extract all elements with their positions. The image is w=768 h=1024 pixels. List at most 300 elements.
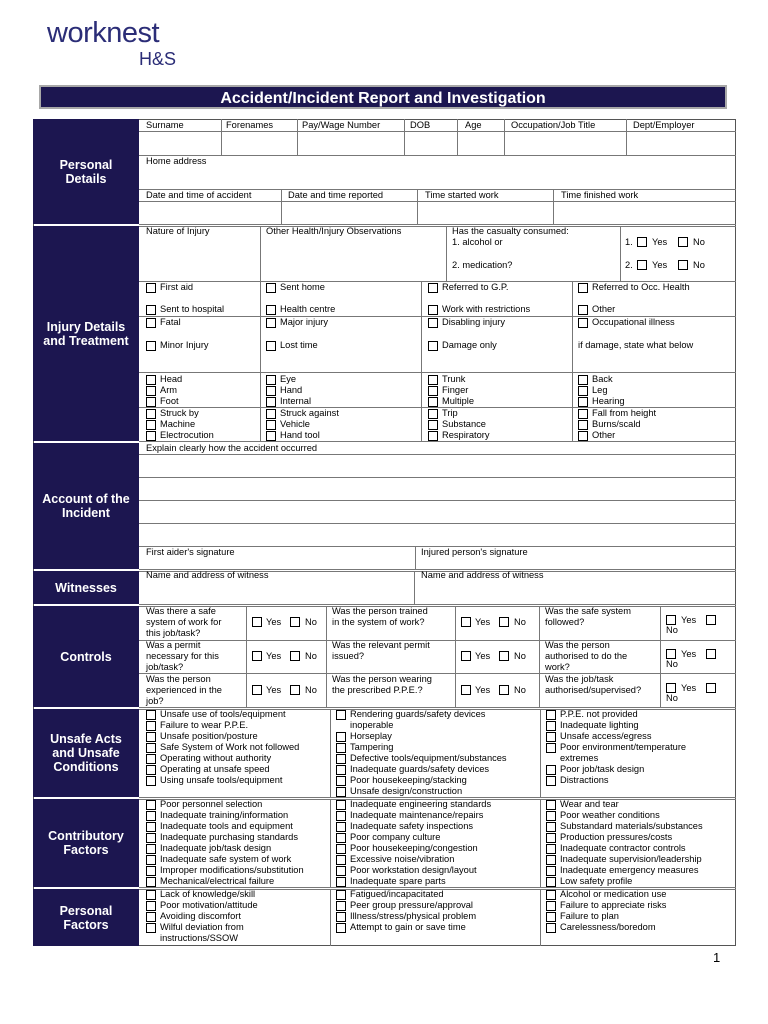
personal-field-label: Forenames — [226, 120, 274, 130]
no-label: No — [666, 659, 678, 669]
form-line — [330, 799, 331, 887]
no-label: No — [305, 617, 317, 627]
checkbox[interactable] — [546, 923, 556, 933]
personal-factor-option: Fatigued/incapacitated — [350, 889, 444, 899]
no-label: No — [305, 651, 317, 661]
contributory-option: Inadequate emergency measures — [560, 865, 699, 875]
form-line — [620, 226, 621, 281]
personal-factor-option: Wilful deviation from — [160, 922, 244, 932]
checkbox[interactable] — [146, 866, 156, 876]
checkbox[interactable] — [499, 617, 509, 627]
logo — [47, 17, 177, 69]
section-label: Controls — [60, 649, 112, 664]
checkbox[interactable] — [678, 260, 688, 270]
no-label: No — [514, 617, 526, 627]
checkbox[interactable] — [252, 617, 262, 627]
control-question: authorised/supervised? — [545, 685, 642, 695]
severity-option: Damage only — [442, 340, 497, 350]
form-line — [626, 119, 627, 155]
personal-field-label: Occupation/Job Title — [511, 120, 596, 130]
personal-factor-option: Carelessness/boredom — [560, 922, 656, 932]
form-line — [139, 500, 736, 501]
checkbox[interactable] — [146, 833, 156, 843]
cause-option: Struck against — [280, 408, 339, 418]
no-label: No — [666, 693, 678, 703]
body-part-option: Leg — [592, 385, 608, 395]
contributory-option: Excessive noise/vibration — [350, 854, 455, 864]
unsafe-condition-option: extremes — [560, 753, 599, 763]
section-label: Account of the Incident — [42, 492, 130, 520]
checkbox[interactable] — [146, 901, 156, 911]
no-label: No — [514, 651, 526, 661]
no-label: No — [514, 685, 526, 695]
checkbox[interactable] — [252, 685, 262, 695]
checkbox[interactable] — [290, 617, 300, 627]
severity-option: Disabling injury — [442, 317, 506, 327]
checkbox[interactable] — [146, 855, 156, 865]
alcohol-label: 1. alcohol or — [452, 237, 503, 247]
medication-label: 2. medication? — [452, 260, 513, 270]
checkbox[interactable] — [336, 833, 346, 843]
damage-note: if damage, state what below — [578, 340, 694, 350]
checkbox[interactable] — [146, 765, 156, 775]
form-line — [139, 523, 736, 524]
section-unsafe — [33, 709, 139, 797]
yes-label: Yes — [681, 683, 697, 693]
checkbox[interactable] — [266, 375, 276, 385]
checkbox[interactable] — [266, 397, 276, 407]
control-question: the prescribed P.P.E.? — [332, 685, 423, 695]
section-label: Unsafe Acts and Unsafe Conditions — [50, 732, 122, 774]
body-part-option: Multiple — [442, 396, 475, 406]
control-question: in the system of work? — [332, 617, 425, 627]
body-part-option: Back — [592, 374, 613, 384]
contributory-option: Inadequate supervision/leadership — [560, 854, 702, 864]
form-line — [139, 797, 736, 798]
yes-label: Yes — [475, 651, 491, 661]
cause-option: Substance — [442, 419, 486, 429]
checkbox[interactable] — [266, 318, 276, 328]
no-label: No — [693, 237, 705, 247]
control-question: Was a permit — [146, 640, 201, 650]
checkbox[interactable] — [290, 651, 300, 661]
checkbox[interactable] — [428, 341, 438, 351]
control-question: this job/task? — [146, 628, 201, 638]
checkbox[interactable] — [146, 923, 156, 933]
checkbox[interactable] — [336, 912, 346, 922]
unsafe-condition-option: Poor environment/temperature — [560, 742, 687, 752]
personal-field-label: Dept/Employer — [633, 120, 695, 130]
checkbox[interactable] — [428, 409, 438, 419]
control-question: Was the job/task — [545, 674, 614, 684]
unsafe-condition-option: Inadequate lighting — [560, 720, 639, 730]
personal-factor-option: instructions/SSOW — [160, 933, 239, 943]
checkbox[interactable] — [336, 787, 346, 797]
checkbox[interactable] — [336, 710, 346, 720]
form-line — [139, 640, 736, 641]
checkbox[interactable] — [336, 877, 346, 887]
checkbox[interactable] — [546, 765, 556, 775]
checkbox[interactable] — [336, 811, 346, 821]
contributory-option: Low safety profile — [560, 876, 633, 886]
checkbox[interactable] — [266, 420, 276, 430]
checkbox[interactable] — [336, 822, 346, 832]
section-label: Personal Factors — [59, 903, 113, 932]
time-field-label: Time started work — [425, 190, 499, 200]
cause-option: Trip — [442, 408, 458, 418]
checkbox[interactable] — [146, 912, 156, 922]
unsafe-act-option: Operating without authority — [160, 753, 272, 763]
contributory-option: Inadequate purchasing standards — [160, 832, 299, 842]
checkbox[interactable] — [428, 375, 438, 385]
section-personal-details — [33, 119, 139, 224]
form-line — [421, 281, 422, 441]
checkbox[interactable] — [546, 844, 556, 854]
checkbox[interactable] — [428, 420, 438, 430]
checkbox[interactable] — [146, 877, 156, 887]
unsafe-condition-option: Horseplay — [350, 731, 392, 741]
casualty-question: Has the casualty consumed: — [452, 226, 569, 236]
cause-option: Other — [592, 430, 616, 440]
form-line — [260, 226, 261, 281]
checkbox[interactable] — [666, 615, 676, 625]
contributory-option: Inadequate contractor controls — [560, 843, 686, 853]
control-question: authorised to do the — [545, 651, 628, 661]
control-question: work? — [545, 662, 570, 672]
checkbox[interactable] — [578, 431, 588, 441]
checkbox[interactable] — [546, 811, 556, 821]
personal-factor-option: Lack of knowledge/skill — [160, 889, 256, 899]
checkbox[interactable] — [266, 431, 276, 441]
checkbox[interactable] — [546, 710, 556, 720]
section-injury-details — [33, 226, 139, 441]
checkbox[interactable] — [666, 683, 676, 693]
unsafe-act-option: Unsafe position/posture — [160, 731, 258, 741]
personal-factor-option: Attempt to gain or save time — [350, 922, 466, 932]
checkbox[interactable] — [146, 754, 156, 764]
yes-label: Yes — [266, 651, 282, 661]
no-label: No — [693, 260, 705, 270]
severity-option: Minor Injury — [160, 340, 209, 350]
unsafe-condition-option: P.P.E. not provided — [560, 709, 638, 719]
checkbox[interactable] — [637, 237, 647, 247]
unsafe-act-option: Safe System of Work not followed — [160, 742, 300, 752]
treatment-option: Sent to hospital — [160, 304, 225, 314]
checkbox[interactable] — [336, 844, 346, 854]
checkbox[interactable] — [146, 409, 156, 419]
form-line — [139, 131, 736, 132]
checkbox[interactable] — [336, 754, 346, 764]
checkbox[interactable] — [578, 318, 588, 328]
checkbox[interactable] — [146, 776, 156, 786]
checkbox[interactable] — [266, 409, 276, 419]
checkbox[interactable] — [146, 420, 156, 430]
form-line — [139, 606, 736, 607]
checkbox[interactable] — [678, 237, 688, 247]
form-line — [326, 606, 327, 707]
checkbox[interactable] — [666, 649, 676, 659]
nature-of-injury-label: Nature of Injury — [146, 226, 210, 236]
form-line — [553, 189, 554, 224]
checkbox[interactable] — [578, 420, 588, 430]
control-question: job/task? — [146, 662, 184, 672]
form-line — [139, 155, 736, 156]
witness-label: Name and address of witness — [146, 570, 269, 580]
section-witnesses — [33, 571, 139, 604]
form-line — [139, 201, 736, 202]
checkbox[interactable] — [146, 341, 156, 351]
time-field-label: Date and time of accident — [146, 190, 252, 200]
checkbox[interactable] — [461, 685, 471, 695]
unsafe-act-option: Using unsafe tools/equipment — [160, 775, 283, 785]
checkbox[interactable] — [146, 800, 156, 810]
checkbox[interactable] — [146, 318, 156, 328]
section-personal-factors — [33, 889, 139, 946]
checkbox[interactable] — [706, 683, 716, 693]
checkbox[interactable] — [499, 685, 509, 695]
form-line — [572, 281, 573, 441]
section-account — [33, 443, 139, 569]
contributory-option: Inadequate engineering standards — [350, 799, 492, 809]
checkbox[interactable] — [146, 375, 156, 385]
cause-option: Hand tool — [280, 430, 320, 440]
body-part-option: Trunk — [442, 374, 466, 384]
control-question: Was the person — [545, 640, 610, 650]
checkbox[interactable] — [146, 732, 156, 742]
checkbox[interactable] — [578, 386, 588, 396]
checkbox[interactable] — [146, 305, 156, 315]
control-question: Was the person wearing — [332, 674, 432, 684]
checkbox[interactable] — [546, 833, 556, 843]
yes-label: Yes — [681, 649, 697, 659]
checkbox[interactable] — [546, 912, 556, 922]
checkbox[interactable] — [336, 866, 346, 876]
checkbox[interactable] — [336, 901, 346, 911]
checkbox[interactable] — [428, 283, 438, 293]
checkbox[interactable] — [266, 386, 276, 396]
no-label: No — [305, 685, 317, 695]
checkbox[interactable] — [266, 283, 276, 293]
checkbox[interactable] — [336, 923, 346, 933]
checkbox[interactable] — [146, 721, 156, 731]
checkbox[interactable] — [546, 901, 556, 911]
treatment-option: Health centre — [280, 304, 336, 314]
checkbox[interactable] — [336, 800, 346, 810]
checkbox[interactable] — [428, 318, 438, 328]
body-part-option: Arm — [160, 385, 178, 395]
checkbox[interactable] — [336, 743, 346, 753]
form-line — [139, 372, 736, 373]
checkbox[interactable] — [146, 743, 156, 753]
checkbox[interactable] — [578, 397, 588, 407]
checkbox[interactable] — [336, 890, 346, 900]
checkbox[interactable] — [336, 732, 346, 742]
unsafe-condition-option: Unsafe design/construction — [350, 786, 463, 796]
unsafe-act-option: Operating at unsafe speed — [160, 764, 270, 774]
checkbox[interactable] — [546, 776, 556, 786]
yes-label: Yes — [266, 617, 282, 627]
checkbox[interactable] — [546, 866, 556, 876]
cause-option: Vehicle — [280, 419, 310, 429]
form-line — [139, 673, 736, 674]
form-line — [446, 226, 447, 281]
personal-field-label: DOB — [410, 120, 431, 130]
checkbox[interactable] — [336, 776, 346, 786]
checkbox[interactable] — [146, 822, 156, 832]
control-question: job? — [146, 696, 164, 706]
treatment-option: Referred to G.P. — [442, 282, 509, 292]
explain-label: Explain clearly how the accident occurred — [146, 443, 318, 453]
personal-field-label: Surname — [146, 120, 184, 130]
unsafe-condition-option: Unsafe access/egress — [560, 731, 652, 741]
contributory-option: Poor housekeeping/congestion — [350, 843, 478, 853]
personal-field-label: Pay/Wage Number — [302, 120, 381, 130]
checkbox[interactable] — [428, 386, 438, 396]
form-line — [455, 606, 456, 707]
no-label: No — [666, 625, 678, 635]
page-title: Accident/Incident Report and Investigation — [39, 85, 727, 109]
witness-label: Name and address of witness — [421, 570, 544, 580]
checkbox[interactable] — [336, 765, 346, 775]
control-question: Was the person trained — [332, 606, 428, 616]
unsafe-condition-option: Poor housekeeping/stacking — [350, 775, 467, 785]
checkbox[interactable] — [461, 651, 471, 661]
injured-signature-label: Injured person's signature — [421, 547, 528, 557]
yes-label: Yes — [681, 615, 697, 625]
treatment-option: Other — [592, 304, 616, 314]
checkbox[interactable] — [546, 890, 556, 900]
contributory-option: Substandard materials/substances — [560, 821, 703, 831]
form-line — [139, 441, 736, 442]
checkbox[interactable] — [146, 811, 156, 821]
cause-option: Respiratory — [442, 430, 490, 440]
logo-brand: worknest — [47, 17, 160, 49]
control-question: Was there a safe — [146, 606, 216, 616]
contributory-option: Poor weather conditions — [560, 810, 660, 820]
page-number: 1 — [713, 950, 721, 965]
checkbox[interactable] — [578, 283, 588, 293]
severity-option: Fatal — [160, 317, 181, 327]
control-question: Was the person — [146, 674, 211, 684]
checkbox[interactable] — [546, 855, 556, 865]
checkbox[interactable] — [336, 855, 346, 865]
checkbox[interactable] — [578, 409, 588, 419]
checkbox[interactable] — [146, 890, 156, 900]
num-label: 1. — [625, 237, 633, 247]
checkbox[interactable] — [146, 710, 156, 720]
contributory-option: Inadequate safe system of work — [160, 854, 292, 864]
checkbox[interactable] — [146, 431, 156, 441]
checkbox[interactable] — [706, 615, 716, 625]
personal-factor-option: Illness/stress/physical problem — [350, 911, 477, 921]
checkbox[interactable] — [428, 397, 438, 407]
checkbox[interactable] — [578, 375, 588, 385]
checkbox[interactable] — [252, 651, 262, 661]
control-question: followed? — [545, 617, 585, 627]
checkbox[interactable] — [266, 341, 276, 351]
section-label: Witnesses — [55, 580, 117, 595]
home-address-label: Home address — [146, 156, 207, 166]
checkbox[interactable] — [428, 431, 438, 441]
first-aider-signature-label: First aider's signature — [146, 547, 235, 557]
checkbox[interactable] — [428, 305, 438, 315]
form-line — [139, 604, 736, 605]
contributory-option: Inadequate maintenance/repairs — [350, 810, 484, 820]
personal-factor-option: Failure to plan — [560, 911, 619, 921]
form-line — [457, 119, 458, 155]
checkbox[interactable] — [146, 386, 156, 396]
severity-option: Occupational illness — [592, 317, 675, 327]
checkbox[interactable] — [146, 283, 156, 293]
body-part-option: Finger — [442, 385, 469, 395]
contributory-option: Poor personnel selection — [160, 799, 263, 809]
unsafe-act-option: Unsafe use of tools/equipment — [160, 709, 286, 719]
personal-field-label: Age — [465, 120, 482, 130]
treatment-option: Sent home — [280, 282, 325, 292]
form-line — [139, 226, 736, 227]
checkbox[interactable] — [706, 649, 716, 659]
checkbox[interactable] — [546, 877, 556, 887]
cause-option: Struck by — [160, 408, 199, 418]
contributory-option: Inadequate tools and equipment — [160, 821, 293, 831]
form-line — [539, 606, 540, 707]
control-question: issued? — [332, 651, 365, 661]
checkbox[interactable] — [461, 617, 471, 627]
unsafe-condition-option: Rendering guards/safety devices — [350, 709, 486, 719]
form-line — [404, 119, 405, 155]
form-line — [221, 119, 222, 155]
form-line — [246, 606, 247, 707]
section-label: Personal Details — [59, 157, 113, 186]
form-line — [281, 189, 282, 224]
severity-option: Lost time — [280, 340, 318, 350]
checkbox[interactable] — [637, 260, 647, 270]
yes-label: Yes — [652, 237, 668, 247]
body-part-option: Eye — [280, 374, 297, 384]
checkbox[interactable] — [146, 397, 156, 407]
personal-factor-option: Peer group pressure/approval — [350, 900, 473, 910]
body-part-option: Hand — [280, 385, 303, 395]
treatment-option: Work with restrictions — [442, 304, 531, 314]
checkbox[interactable] — [546, 743, 556, 753]
form-line — [540, 799, 541, 887]
form-line — [540, 709, 541, 797]
control-question: system of work for — [146, 617, 222, 627]
contributory-option: Mechanical/electrical failure — [160, 876, 275, 886]
personal-factor-option: Avoiding discomfort — [160, 911, 241, 921]
checkbox[interactable] — [266, 305, 276, 315]
control-question: Was the safe system — [545, 606, 631, 616]
unsafe-condition-option: Distractions — [560, 775, 609, 785]
unsafe-condition-option: Tampering — [350, 742, 394, 752]
checkbox[interactable] — [546, 800, 556, 810]
contributory-option: Improper modifications/substitution — [160, 865, 304, 875]
checkbox[interactable] — [290, 685, 300, 695]
checkbox[interactable] — [546, 732, 556, 742]
checkbox[interactable] — [146, 844, 156, 854]
checkbox[interactable] — [499, 651, 509, 661]
form-line — [414, 571, 415, 604]
checkbox[interactable] — [546, 721, 556, 731]
yes-label: Yes — [475, 617, 491, 627]
logo-sub: H&S — [139, 49, 177, 69]
checkbox[interactable] — [578, 305, 588, 315]
time-field-label: Date and time reported — [288, 190, 384, 200]
contributory-option: Wear and tear — [560, 799, 619, 809]
checkbox[interactable] — [546, 822, 556, 832]
control-question: experienced in the — [146, 685, 222, 695]
control-question: Was the relevant permit — [332, 640, 430, 650]
